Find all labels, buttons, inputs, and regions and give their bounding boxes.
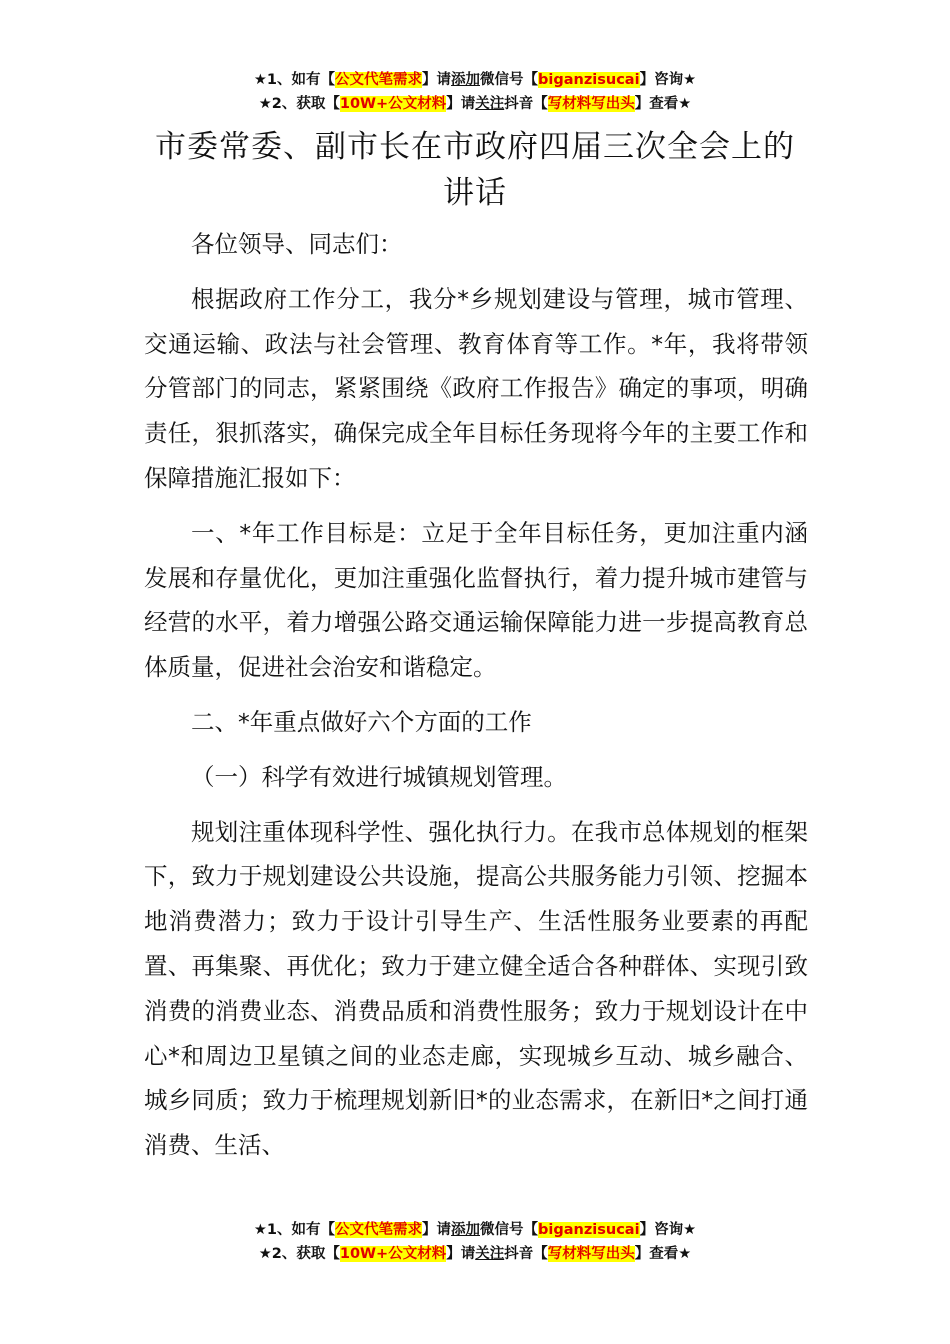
banner-text: 】请 bbox=[422, 72, 452, 88]
banner-highlight: 写材料写出头 bbox=[547, 1246, 635, 1262]
banner-line-1 bbox=[0, 68, 950, 92]
banner-text: 】请 bbox=[422, 1222, 452, 1238]
subsection-heading: （一）科学有效进行城镇规划管理。 bbox=[191, 762, 567, 791]
footer-banner bbox=[0, 1218, 950, 1266]
banner-text: 】咨询★ bbox=[639, 72, 697, 88]
document-title: 市委常委、副市长在市政府四届三次全会上的讲话 bbox=[155, 129, 795, 211]
banner-text: 微信号【 bbox=[480, 72, 539, 88]
banner-highlight: biganzisucai bbox=[538, 72, 640, 88]
banner-highlight: 10W+公文材料 bbox=[339, 96, 447, 112]
header-banner bbox=[0, 68, 950, 116]
paragraph: 规划注重体现科学性、强化执行力。在我市总体规划的框架下，致力于规划建设公共设施，提高公共服务能力引领、挖掘本地消费潜力；致力于设计引导生产、生活性服务业要素的再配置、再集聚、再优化；致力于建立健全适合各种群体、实现引致消费的消费业态、消费品质和消费性服务；致力于规划设计在中心*和周边卫星镇之间的业态走廊，实现城乡互动、城乡融合、城乡同质；致力于梳理规划新旧*的业态需求，在新旧*之间打通消费、生活、 bbox=[144, 817, 808, 1160]
paragraph: 一、*年工作目标是：立足于全年目标任务，更加注重内涵发展和存量优化，更加注重强化监督执行，着力提升城市建管与经营的水平，着力增强公路交通运输保障能力进一步提高教育总体质量，促进社会治安和谐稳定。 bbox=[144, 518, 808, 682]
paragraph: 根据政府工作分工，我分*乡规划建设与管理，城市管理、交通运输、政法与社会管理、教育体育等工作。*年，我将带领分管部门的同志，紧紧围绕《政府工作报告》确定的事项，明确责任，狠抓落实，确保完成全年目标任务现将今年的主要工作和保障措施汇报如下： bbox=[144, 284, 808, 492]
banner-text: 】请 bbox=[446, 1246, 476, 1262]
banner-underline: 关注 bbox=[475, 96, 505, 112]
banner-line-2 bbox=[0, 1242, 950, 1266]
banner-underline: 添加 bbox=[451, 72, 481, 88]
document-body bbox=[144, 222, 808, 1178]
banner-highlight: biganzisucai bbox=[538, 1222, 640, 1238]
banner-highlight: 10W+公文材料 bbox=[339, 1246, 447, 1262]
banner-highlight: 公文代笔需求 bbox=[335, 72, 423, 88]
banner-text: 】查看★ bbox=[634, 1246, 692, 1262]
banner-text: 微信号【 bbox=[480, 1222, 539, 1238]
banner-underline: 添加 bbox=[451, 1222, 481, 1238]
banner-text: 抖音【 bbox=[504, 96, 548, 112]
paragraph-salutation: 各位领导、同志们： bbox=[191, 230, 403, 258]
section-heading: 二、*年重点做好六个方面的工作 bbox=[191, 707, 532, 736]
banner-highlight: 写材料写出头 bbox=[547, 96, 635, 112]
banner-text: 】请 bbox=[446, 96, 476, 112]
banner-text: ★2、获取【 bbox=[258, 1246, 340, 1262]
banner-text: 】查看★ bbox=[634, 96, 692, 112]
banner-highlight: 公文代笔需求 bbox=[335, 1222, 423, 1238]
banner-underline: 关注 bbox=[475, 1246, 505, 1262]
banner-text: ★1、如有【 bbox=[253, 1222, 336, 1238]
banner-line-2 bbox=[0, 92, 950, 116]
banner-text: 】咨询★ bbox=[639, 1222, 697, 1238]
banner-line-1 bbox=[0, 1218, 950, 1242]
banner-text: ★1、如有【 bbox=[253, 72, 336, 88]
banner-text: 抖音【 bbox=[504, 1246, 548, 1262]
banner-text: ★2、获取【 bbox=[258, 96, 340, 112]
